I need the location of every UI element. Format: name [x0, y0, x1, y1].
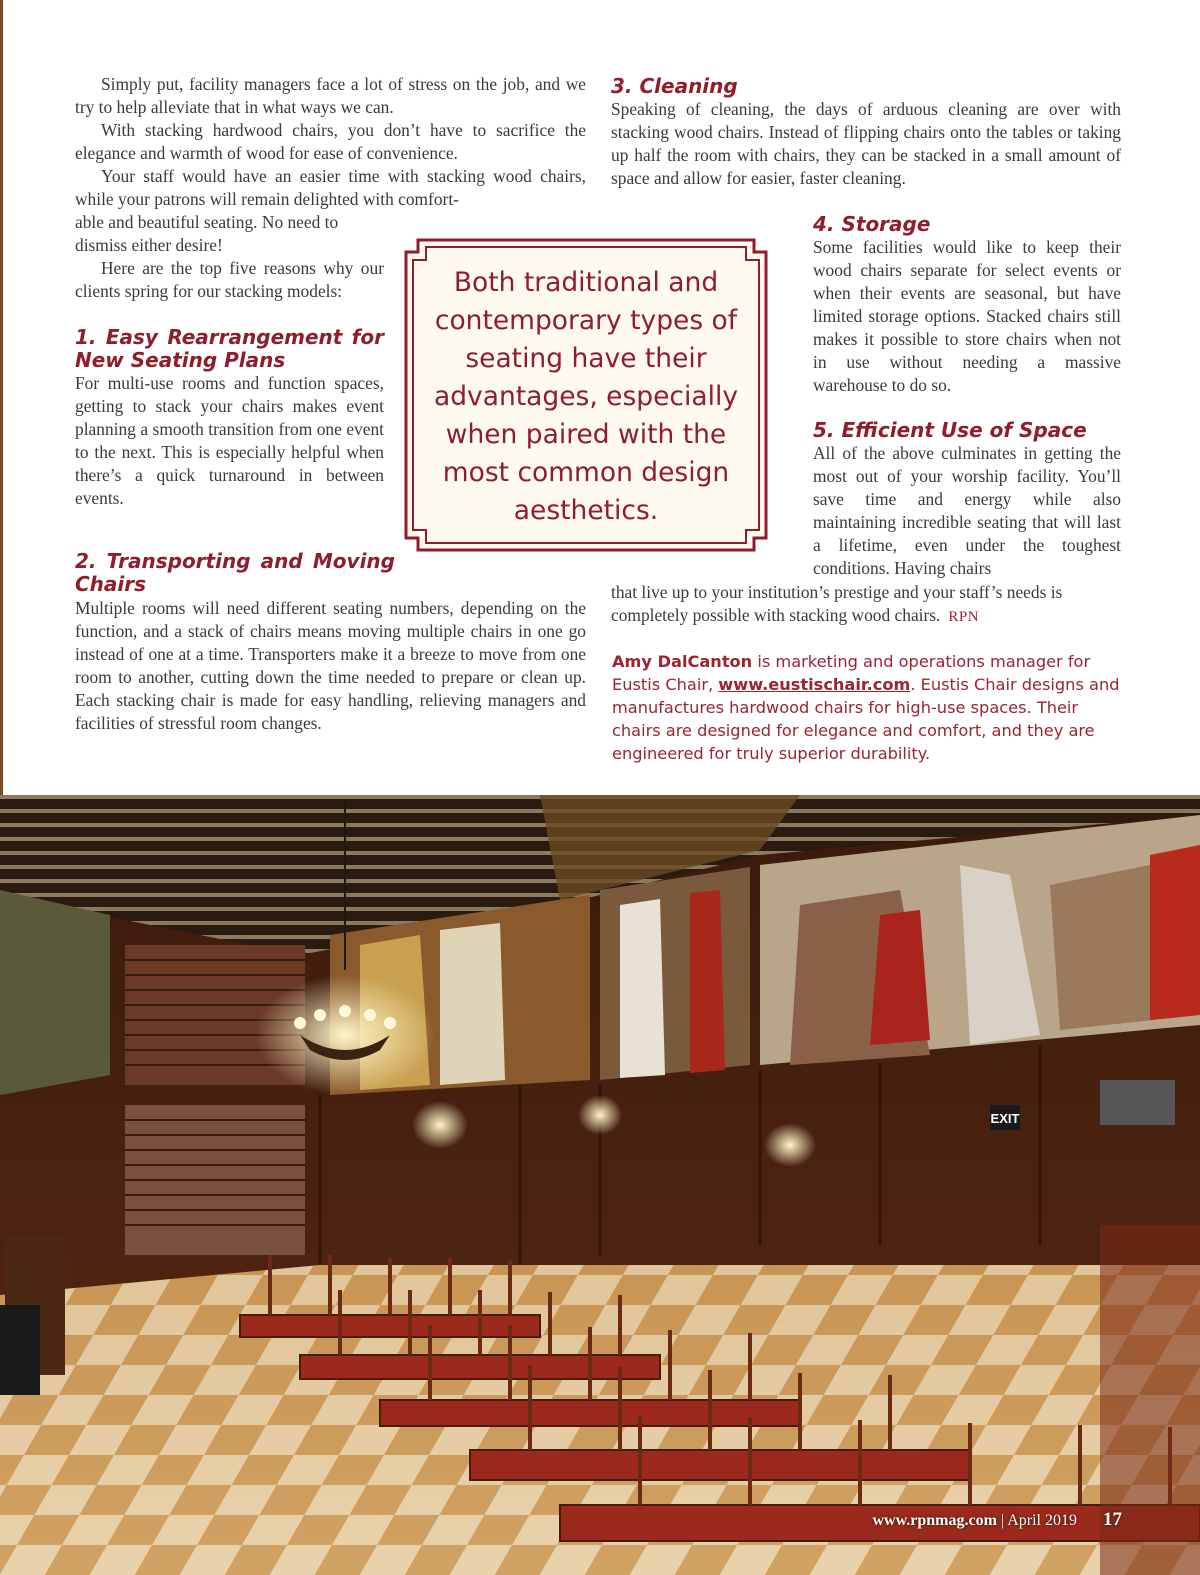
issue-date: April 2019 [1007, 1512, 1077, 1529]
bio-text: . Eustis Chair designs and manufactures hardwood chairs for high-use spaces. Their chairs are designed for elegance and comfort, and they are engineered for truly superior durability. [612, 675, 1120, 763]
section-5-continued [611, 581, 1121, 629]
hall-photo [0, 795, 1200, 1575]
paragraph: With stacking hardwood chairs, you don’t have to sacrifice the elegance and warmth of wood for ease of convenience. [75, 120, 586, 163]
section-heading: 5. Efficient Use of Space [813, 418, 1087, 442]
section-heading: 2. Transporting and Moving Chairs [75, 549, 395, 596]
paragraph: Speaking of cleaning, the days of arduous cleaning are over with stacking wood chairs. Instead of flipping chairs onto the tables or taking up half the room with chairs, they can be stacked in a small amount of space and allow for easier, faster cleaning. [611, 99, 1121, 188]
pull-quote-text: Both traditional and contemporary types of seating have their advantages, especially when paired with the most common design aesthetics. [434, 267, 738, 526]
section-3 [611, 75, 1121, 190]
page-footer [872, 1509, 1122, 1531]
paragraph: For multi-use rooms and function spaces, getting to stack your chairs makes event planning a smooth transition from one event to the next. This is especially helpful when there’s a quick turnaround in between events. [75, 373, 384, 508]
paragraph: Multiple rooms will need different seating numbers, depending on the function, and a stack of chairs means moving multiple chairs in one go instead of one at a time. Transporters make it a breeze to move from one room to another, cutting down the time needed to prepare or clean up. Each stacking chair is made for easy handling, relieving managers and facilities of stressful room changes. [75, 598, 586, 733]
left-column-narrow [75, 211, 384, 510]
site-url: www.rpnmag.com [872, 1512, 997, 1529]
paragraph: All of the above culminates in getting the most out of your worship facility. You’ll save time and energy while also maintaining incredible seating that will last a lifetime, even under the toughest conditions. Having chairs [813, 443, 1121, 578]
page-edge [0, 0, 3, 800]
section-heading: 1. Easy Rearrangement for New Seating Plans [75, 325, 384, 372]
paragraph: Here are the top five reasons why our clients spring for our stacking models: [75, 258, 384, 301]
footer-separator: | [1000, 1512, 1005, 1529]
author-bio [612, 650, 1120, 765]
paragraph: Some facilities would like to keep their wood chairs separate for select events or when their events are seasonal, but have limited storage options. Stacked chairs still makes it possible to store chairs when not in use without needing a massive warehouse to do so. [813, 237, 1121, 395]
hall-photo-image [0, 795, 1200, 1575]
paragraph: able and beautiful seating. No need to dismiss either desire! [75, 212, 339, 255]
section-heading: 3. Cleaning [611, 74, 738, 98]
paragraph [611, 581, 1121, 629]
section-4-5 [813, 213, 1121, 580]
section-2-heading-block [75, 550, 395, 596]
end-mark: RPN [948, 609, 980, 625]
paragraph-text: that live up to your institution’s prestige and your staff’s needs is completely possible with stacking wood chairs. [611, 582, 1063, 625]
bio-text: is marketing and operations manager for Eustis Chair, [612, 652, 1091, 694]
author-name: Amy DalCanton [612, 652, 753, 671]
paragraph: Simply put, facility managers face a lot of stress on the job, and we try to help alleviate that in what ways we can. [75, 74, 586, 117]
left-column-intro [75, 73, 586, 211]
company-link[interactable]: www.eustischair.com [718, 675, 911, 694]
section-2-body [75, 597, 586, 735]
exit-sign: EXIT [990, 1111, 1020, 1126]
pull-quote [404, 238, 768, 552]
section-heading: 4. Storage [813, 212, 931, 236]
paragraph: Your staff would have an easier time with stacking wood chairs, while your patrons will remain delighted with comfort- [75, 166, 586, 209]
page-number: 17 [1103, 1509, 1122, 1530]
